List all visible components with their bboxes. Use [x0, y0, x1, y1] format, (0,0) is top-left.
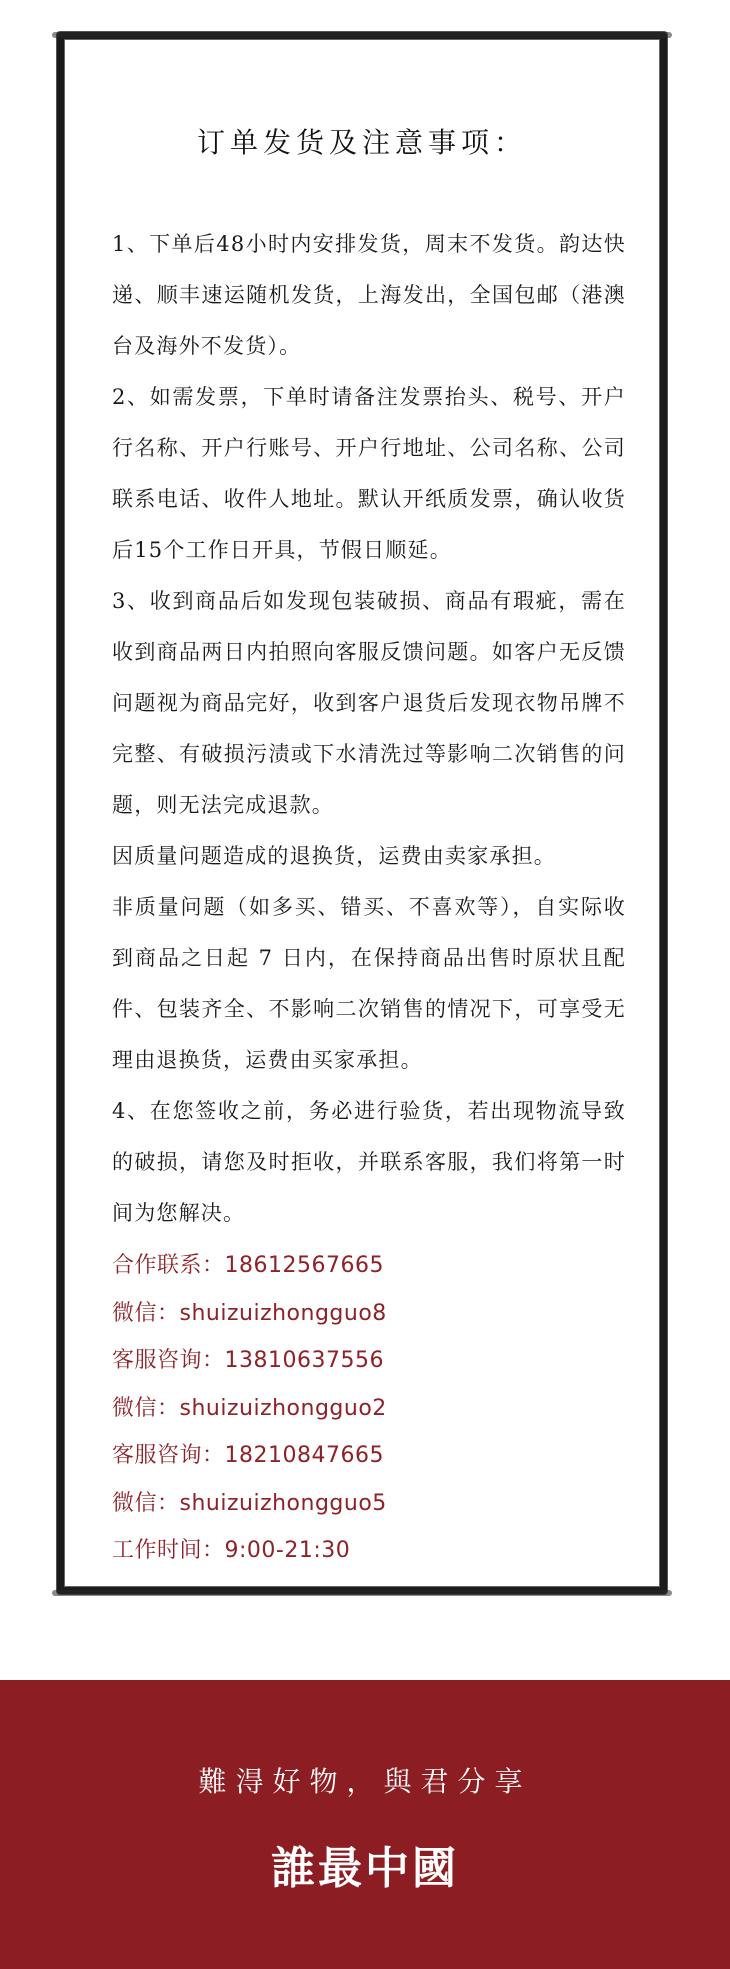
contact-working-hours: 工作时间：9:00-21:30 [112, 1538, 351, 1563]
notice-item-quality-return: 因质量问题造成的退换货，运费由卖家承担。 [112, 844, 556, 868]
notice-item-no-reason-return: 非质量问题（如多买、错买、不喜欢等），自实际收到商品之日起 7 日内，在保持商品出售时原状且配件、包装齐全、不影响二次销售的情况下，可享受无理由退换货，运费由买家承担。 [112, 895, 626, 1072]
contact-wechat-2: 微信：shuizuizhongguo2 [112, 1395, 387, 1421]
contact-wechat-1: 微信：shuizuizhongguo8 [112, 1300, 387, 1326]
notice-frame [57, 32, 667, 1594]
contact-business-phone: 合作联系：18612567665 [112, 1253, 384, 1278]
contact-service-phone-2: 客服咨询：18210847665 [112, 1443, 384, 1468]
brand-logo-text: 誰最中國 [271, 1843, 459, 1894]
notice-item-inspection: 4、在您签收之前，务必进行验货，若出现物流导致的破损，请您及时拒收，并联系客服，我们将第一时间为您解决。 [112, 1099, 626, 1225]
notice-list [112, 219, 626, 1239]
notice-title: 订单发货及注意事项： [196, 126, 527, 159]
notice-item-shipping: 1、下单后48小时内安排发货，周末不发货。韵达快递、顺丰速运随机发货，上海发出，全国包邮（港澳台及海外不发货）。 [112, 232, 626, 358]
brand-footer [0, 1680, 730, 1969]
notice-item-invoice: 2、如需发票，下单时请备注发票抬头、税号、开户行名称、开户行账号、开户行地址、公司名称、公司联系电话、收件人地址。默认开纸质发票，确认收货后15个工作日开具，节假日顺延。 [112, 385, 626, 562]
contact-wechat-3: 微信：shuizuizhongguo5 [112, 1490, 387, 1516]
contact-service-phone-1: 客服咨询：13810637556 [112, 1348, 384, 1373]
notice-item-damage: 3、收到商品后如发现包装破损、商品有瑕疵，需在收到商品两日内拍照向客服反馈问题。如客户无反馈问题视为商品完好，收到客户退货后发现衣物吊牌不完整、有破损污渍或下水清洗过等影响二次销售的问题，则无法完成退款。 [112, 589, 626, 817]
contact-list [112, 1242, 387, 1575]
brand-slogan: 難淂好物，與君分享 [198, 1765, 532, 1798]
